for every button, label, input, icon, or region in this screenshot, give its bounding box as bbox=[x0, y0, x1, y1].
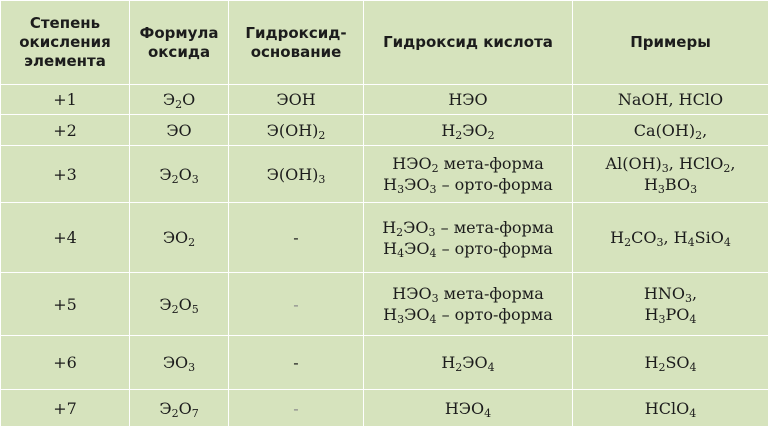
formula-text: , H bbox=[663, 228, 687, 247]
subscript: 4 bbox=[688, 236, 695, 249]
formula-text: мета-форма bbox=[439, 154, 544, 173]
formula-text: SiO bbox=[695, 228, 724, 247]
oxide-formula bbox=[130, 227, 228, 248]
subscript: 2 bbox=[455, 129, 462, 142]
subscript: 3 bbox=[192, 173, 199, 186]
subscript: 3 bbox=[662, 162, 669, 175]
subscript: 3 bbox=[318, 173, 325, 186]
example-formula bbox=[573, 120, 768, 141]
example-formula bbox=[573, 153, 768, 174]
subscript: 2 bbox=[172, 303, 179, 316]
formula-text: – орто-форма bbox=[436, 239, 552, 258]
base-cell bbox=[229, 390, 364, 427]
formula-text: Э bbox=[163, 90, 175, 109]
header-oxide-formula bbox=[130, 1, 229, 85]
formula-text: CO bbox=[631, 228, 656, 247]
base-formula bbox=[229, 89, 363, 110]
oxide-formula-cell bbox=[130, 390, 229, 427]
subscript: 7 bbox=[192, 407, 199, 420]
formula-text: Э(ОН) bbox=[267, 121, 319, 140]
subscript: 3 bbox=[429, 226, 436, 239]
oxide-formula-cell bbox=[130, 115, 229, 146]
header-hydroxide-acid bbox=[364, 1, 573, 85]
table-row bbox=[1, 390, 768, 427]
formula-text: Н bbox=[383, 239, 397, 258]
dash-placeholder: - bbox=[293, 228, 298, 247]
base-formula bbox=[229, 120, 363, 141]
table-row bbox=[1, 85, 768, 115]
formula-text: НЭО bbox=[392, 154, 431, 173]
acid-formula bbox=[364, 352, 572, 373]
formula-text: ЭО bbox=[403, 218, 428, 237]
examples-cell bbox=[573, 115, 768, 146]
oxidation-state-cell: +2 bbox=[1, 115, 130, 146]
acid-formula bbox=[364, 283, 572, 304]
oxide-formula-cell bbox=[130, 203, 229, 273]
oxide-formula-cell bbox=[130, 273, 229, 336]
formula-text: HNO bbox=[644, 284, 685, 303]
formula-text: HClO bbox=[645, 399, 689, 418]
subscript: 2 bbox=[488, 129, 495, 142]
header-row bbox=[1, 1, 768, 85]
subscript: 2 bbox=[188, 236, 195, 249]
formula-text: Н bbox=[441, 353, 455, 372]
base-cell bbox=[229, 203, 364, 273]
formula-text: Al(OH) bbox=[606, 154, 662, 173]
subscript: 2 bbox=[432, 162, 439, 175]
oxide-formula bbox=[130, 398, 228, 419]
subscript: 2 bbox=[172, 407, 179, 420]
acid-formula bbox=[364, 304, 572, 325]
acid-cell bbox=[364, 273, 573, 336]
formula-text: НЭО bbox=[392, 284, 431, 303]
formula-text: мета-форма bbox=[439, 284, 544, 303]
table-row bbox=[1, 336, 768, 390]
base-cell bbox=[229, 273, 364, 336]
formula-text: ЭО bbox=[163, 228, 188, 247]
formula-text: ЭО bbox=[462, 121, 487, 140]
oxide-formula bbox=[130, 352, 228, 373]
subscript: 5 bbox=[192, 303, 199, 316]
formula-text: ЭО bbox=[462, 353, 487, 372]
formula-text: ЭО bbox=[163, 353, 188, 372]
subscript: 2 bbox=[658, 361, 665, 374]
formula-text: НЭО bbox=[448, 90, 487, 109]
formula-text: О bbox=[182, 90, 195, 109]
dash-placeholder: - bbox=[293, 399, 298, 418]
example-formula bbox=[573, 227, 768, 248]
subscript: 3 bbox=[656, 236, 663, 249]
subscript: 4 bbox=[689, 313, 696, 326]
subscript: 3 bbox=[188, 361, 195, 374]
oxide-formula bbox=[130, 164, 228, 185]
example-formula bbox=[573, 174, 768, 195]
subscript: 3 bbox=[397, 313, 404, 326]
acid-cell bbox=[364, 115, 573, 146]
oxidation-state-cell: +4 bbox=[1, 203, 130, 273]
acid-cell bbox=[364, 336, 573, 390]
subscript: 2 bbox=[624, 236, 631, 249]
examples-cell bbox=[573, 85, 768, 115]
header-examples bbox=[573, 1, 768, 85]
header-text: Формула bbox=[130, 24, 228, 43]
header-text: основание bbox=[229, 43, 363, 62]
acid-cell bbox=[364, 203, 573, 273]
table-row bbox=[1, 203, 768, 273]
header-text: Примеры bbox=[630, 33, 711, 51]
header-text: элемента bbox=[1, 52, 129, 71]
header-text: окисления bbox=[1, 33, 129, 52]
acid-cell bbox=[364, 85, 573, 115]
dash-placeholder: - bbox=[293, 353, 298, 372]
table-row bbox=[1, 146, 768, 203]
formula-text: , bbox=[730, 154, 735, 173]
formula-text: , HClO bbox=[669, 154, 724, 173]
subscript: 3 bbox=[658, 183, 665, 196]
formula-text: H bbox=[644, 175, 658, 194]
acid-cell bbox=[364, 146, 573, 203]
subscript: 4 bbox=[397, 247, 404, 260]
oxide-formula bbox=[130, 89, 228, 110]
subscript: 4 bbox=[690, 361, 697, 374]
example-formula bbox=[573, 304, 768, 325]
formula-text: , bbox=[702, 121, 707, 140]
subscript: 4 bbox=[484, 407, 491, 420]
subscript: 4 bbox=[724, 236, 731, 249]
formula-text: Н bbox=[383, 175, 397, 194]
formula-text: Э bbox=[159, 399, 171, 418]
example-formula bbox=[573, 89, 768, 110]
base-cell bbox=[229, 146, 364, 203]
acid-formula bbox=[364, 398, 572, 419]
example-formula bbox=[573, 398, 768, 419]
formula-text: H bbox=[644, 353, 658, 372]
subscript: 2 bbox=[723, 162, 730, 175]
formula-text: BO bbox=[665, 175, 690, 194]
subscript: 4 bbox=[488, 361, 495, 374]
subscript: 4 bbox=[429, 247, 436, 260]
acid-formula bbox=[364, 238, 572, 259]
subscript: 2 bbox=[175, 98, 182, 111]
header-oxidation-state bbox=[1, 1, 130, 85]
header-hydroxide-base bbox=[229, 1, 364, 85]
examples-cell bbox=[573, 273, 768, 336]
oxidation-state-cell: +6 bbox=[1, 336, 130, 390]
formula-text: Э bbox=[159, 295, 171, 314]
formula-text: SO bbox=[665, 353, 689, 372]
formula-text: – орто-форма bbox=[436, 175, 552, 194]
oxide-formula-cell bbox=[130, 336, 229, 390]
acid-formula bbox=[364, 120, 572, 141]
formula-text: Н bbox=[382, 218, 396, 237]
acid-formula bbox=[364, 89, 572, 110]
base-formula bbox=[229, 164, 363, 185]
formula-text: ЭО bbox=[166, 121, 191, 140]
subscript: 3 bbox=[429, 183, 436, 196]
subscript: 3 bbox=[690, 183, 697, 196]
formula-text: ЭОН bbox=[276, 90, 315, 109]
subscript: 2 bbox=[396, 226, 403, 239]
subscript: 2 bbox=[172, 173, 179, 186]
formula-text: О bbox=[179, 295, 192, 314]
subscript: 2 bbox=[455, 361, 462, 374]
example-formula bbox=[573, 352, 768, 373]
formula-text: – орто-форма bbox=[436, 305, 552, 324]
examples-cell bbox=[573, 390, 768, 427]
formula-text: Н bbox=[441, 121, 455, 140]
examples-cell bbox=[573, 146, 768, 203]
formula-text: О bbox=[179, 399, 192, 418]
header-text: Гидроксид кислота bbox=[383, 33, 553, 51]
table-row bbox=[1, 273, 768, 336]
header-text: Степень bbox=[1, 14, 129, 33]
formula-text: PO bbox=[666, 305, 690, 324]
header-text: оксида bbox=[130, 43, 228, 62]
subscript: 3 bbox=[685, 292, 692, 305]
subscript: 3 bbox=[432, 292, 439, 305]
subscript: 2 bbox=[318, 129, 325, 142]
formula-text: H bbox=[610, 228, 624, 247]
formula-text: Э bbox=[159, 165, 171, 184]
acid-formula bbox=[364, 174, 572, 195]
acid-cell bbox=[364, 390, 573, 427]
subscript: 4 bbox=[429, 313, 436, 326]
formula-text: ЭО bbox=[404, 239, 429, 258]
subscript: 2 bbox=[695, 129, 702, 142]
example-formula bbox=[573, 283, 768, 304]
formula-text: , bbox=[692, 284, 697, 303]
examples-cell bbox=[573, 203, 768, 273]
formula-text: NaOH, HClO bbox=[618, 90, 723, 109]
formula-text: О bbox=[179, 165, 192, 184]
formula-text: ЭО bbox=[404, 305, 429, 324]
examples-cell bbox=[573, 336, 768, 390]
oxidation-state-cell: +1 bbox=[1, 85, 130, 115]
oxidation-state-cell: +5 bbox=[1, 273, 130, 336]
subscript: 3 bbox=[659, 313, 666, 326]
acid-formula bbox=[364, 217, 572, 238]
formula-text: ЭО bbox=[404, 175, 429, 194]
oxidation-state-cell: +7 bbox=[1, 390, 130, 427]
oxide-formula bbox=[130, 120, 228, 141]
oxide-formula bbox=[130, 294, 228, 315]
formula-text: H bbox=[645, 305, 659, 324]
formula-text: Н bbox=[383, 305, 397, 324]
formula-text: НЭО bbox=[445, 399, 484, 418]
base-cell bbox=[229, 336, 364, 390]
oxidation-state-cell: +3 bbox=[1, 146, 130, 203]
header-text: Гидроксид- bbox=[229, 24, 363, 43]
base-cell bbox=[229, 85, 364, 115]
acid-formula bbox=[364, 153, 572, 174]
oxide-formula-cell bbox=[130, 85, 229, 115]
table-row bbox=[1, 115, 768, 146]
subscript: 4 bbox=[689, 407, 696, 420]
base-cell bbox=[229, 115, 364, 146]
formula-text: Э(ОН) bbox=[267, 165, 319, 184]
formula-text: – мета-форма bbox=[436, 218, 554, 237]
formula-text: Ca(OH) bbox=[634, 121, 695, 140]
subscript: 3 bbox=[397, 183, 404, 196]
dash-placeholder: - bbox=[293, 295, 298, 314]
oxide-formula-cell bbox=[130, 146, 229, 203]
